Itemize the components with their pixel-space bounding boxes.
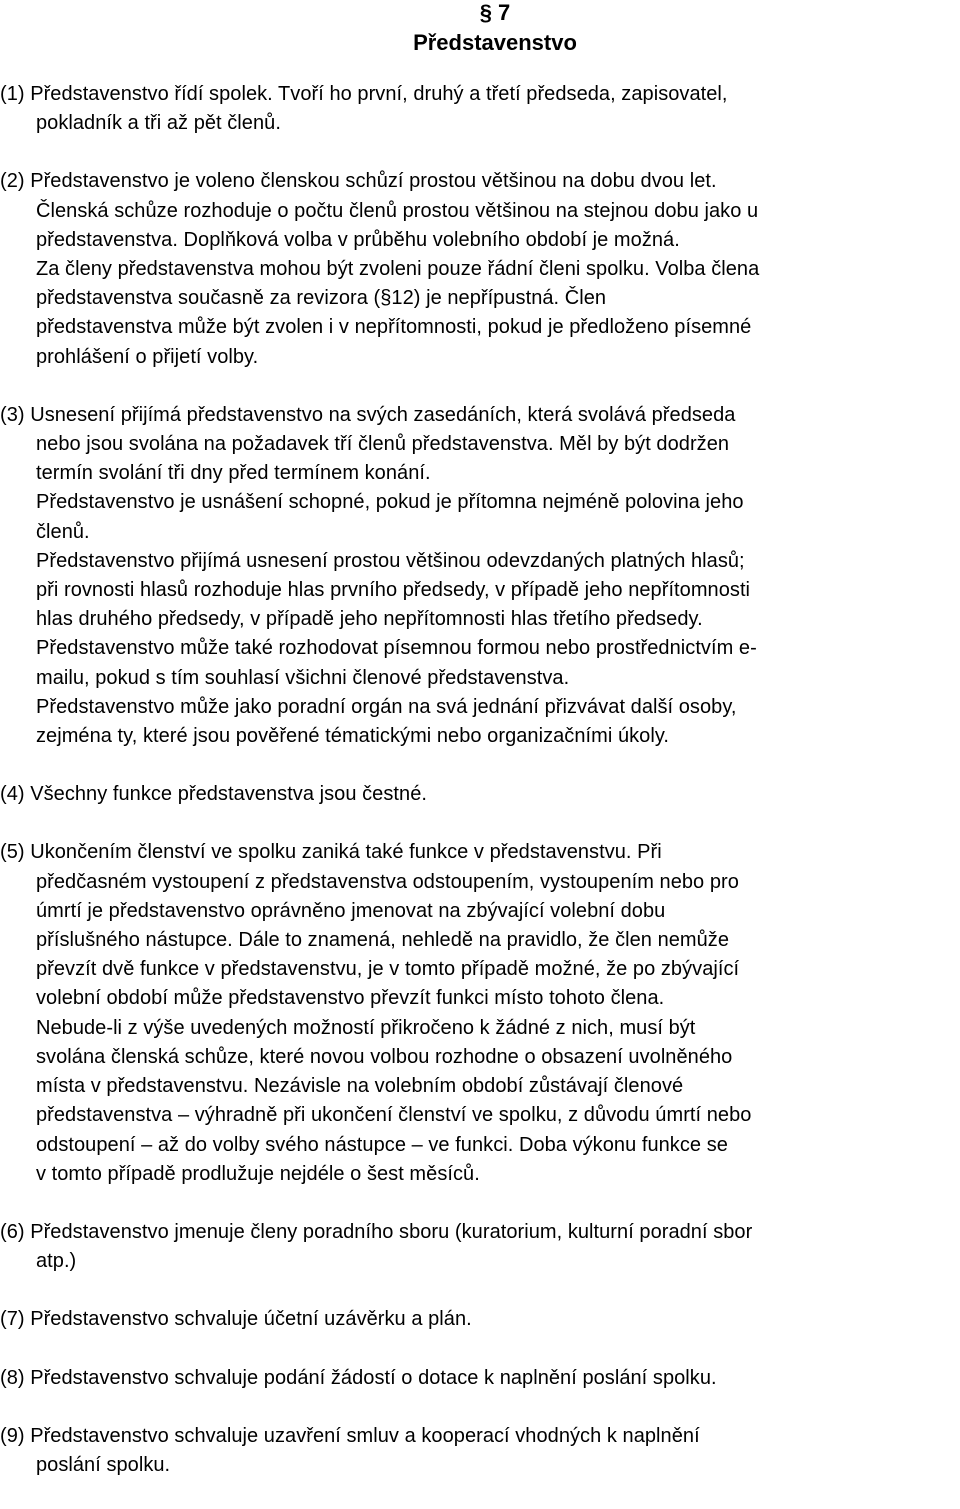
paragraph-line: Za členy představenstva mohou být zvoleni pouze řádní členi spolku. Volba člena: [36, 258, 760, 281]
paragraph-line: předčasném vystoupení z představenstva odstoupením, vystoupením nebo pro: [36, 870, 739, 893]
paragraph-line: odstoupení – až do volby svého nástupce – ve funkci. Doba výkonu funkce se: [36, 1133, 728, 1156]
paragraph-2: [0, 167, 960, 371]
paragraph-line: (3) Usnesení přijímá představenstvo na svých zasedáních, která svolává předseda: [0, 403, 736, 426]
paragraph-line: úmrtí je představenstvo oprávněno jmenovat na zbývající volební dobu: [36, 899, 666, 922]
paragraph-6: [0, 1218, 960, 1276]
paragraph-line: (1) Představenstvo řídí spolek. Tvoří ho první, druhý a třetí předseda, zapisovatel,: [0, 83, 728, 105]
paragraph-line: členů.: [36, 520, 90, 543]
paragraph-line: volební období může představenstvo převzít funkci místo tohoto člena.: [36, 987, 665, 1010]
paragraph-1: [0, 80, 960, 138]
paragraph-line: pokladník a tři až pět členů.: [36, 112, 281, 135]
paragraph-line: (8) Představenstvo schvaluje podání žádostí o dotace k naplnění poslání spolku.: [0, 1366, 717, 1389]
paragraph-line: při rovnosti hlasů rozhoduje hlas prvního předsedy, v případě jeho nepřítomnosti: [36, 579, 751, 602]
paragraph-4: [0, 780, 960, 809]
paragraph-line: představenstva může být zvolen i v nepřítomnosti, pokud je předloženo písemné: [36, 316, 752, 339]
paragraph-line: (6) Představenstvo jmenuje členy poradního sboru (kuratorium, kulturní poradní sbor: [0, 1220, 753, 1243]
paragraph-line: prohlášení o přijetí volby.: [36, 345, 259, 368]
paragraph-line: termín svolání tři dny před termínem konání.: [36, 462, 431, 485]
paragraph-line: svolána členská schůze, které novou volbou rozhodne o obsazení uvolněného: [36, 1045, 733, 1068]
paragraph-line: (9) Představenstvo schvaluje uzavření smluv a kooperací vhodných k naplnění: [0, 1424, 700, 1447]
paragraph-7: [0, 1305, 960, 1334]
paragraph-line: Představenstvo přijímá usnesení prostou většinou odevzdaných platných hlasů;: [36, 549, 745, 572]
paragraph-line: místa v představenstvu. Nezávisle na volebním období zůstávají členové: [36, 1075, 684, 1098]
paragraph-line: představenstva současně za revizora (§12) je nepřípustná. Člen: [36, 287, 607, 310]
paragraph-line: nebo jsou svolána na požadavek tří členů představenstva. Měl by být dodržen: [36, 433, 730, 456]
paragraph-line: (5) Ukončením členství ve spolku zaniká také funkce v představenstvu. Při: [0, 841, 662, 864]
paragraph-line: mailu, pokud s tím souhlasí všichni členové představenstva.: [36, 666, 570, 689]
paragraph-line: představenstva. Doplňková volba v průběhu volebního období je možná.: [36, 228, 680, 251]
paragraph-line: Členská schůze rozhoduje o počtu členů prostou většinou na stejnou dobu jako u: [36, 199, 759, 222]
section-number: § 7: [479, 0, 511, 25]
paragraph-line: v tomto případě prodlužuje nejdéle o šest měsíců.: [36, 1162, 480, 1185]
paragraph-line: (2) Představenstvo je voleno členskou schůzí prostou většinou na dobu dvou let.: [0, 170, 717, 193]
paragraph-line: zejména ty, které jsou pověřené tématickými nebo organizačními úkoly.: [36, 725, 669, 748]
paragraph-line: atp.): [36, 1250, 77, 1273]
paragraph-5: [0, 838, 960, 1188]
paragraph-line: Nebude-li z výše uvedených možností přikročeno k žádné z nich, musí být: [36, 1016, 696, 1039]
section-heading: [0, 0, 960, 58]
paragraph-line: hlas druhého předsedy, v případě jeho nepřítomnosti hlas třetího předsedy.: [36, 608, 703, 631]
paragraph-line: Představenstvo může jako poradní orgán na svá jednání přizvávat další osoby,: [36, 695, 737, 718]
paragraph-line: (4) Všechny funkce představenstva jsou čestné.: [0, 783, 427, 806]
paragraph-8: [0, 1364, 960, 1393]
paragraph-line: příslušného nástupce. Dále to znamená, nehledě na pravidlo, že člen nemůže: [36, 929, 730, 952]
paragraph-9: [0, 1422, 960, 1480]
section-title: Představenstvo: [413, 30, 577, 55]
paragraph-line: převzít dvě funkce v představenstvu, je v tomto případě možné, že po zbývající: [36, 958, 740, 981]
section-body: [0, 80, 960, 1509]
paragraph-line: poslání spolku.: [36, 1453, 171, 1476]
paragraph-line: Představenstvo je usnášení schopné, pokud je přítomna nejméně polovina jeho: [36, 491, 744, 514]
paragraph-3: [0, 401, 960, 751]
paragraph-line: Představenstvo může také rozhodovat písemnou formou nebo prostřednictvím e-: [36, 637, 757, 660]
paragraph-line: (7) Představenstvo schvaluje účetní uzávěrku a plán.: [0, 1308, 472, 1331]
paragraph-line: představenstva – výhradně při ukončení členství ve spolku, z důvodu úmrtí nebo: [36, 1104, 752, 1127]
